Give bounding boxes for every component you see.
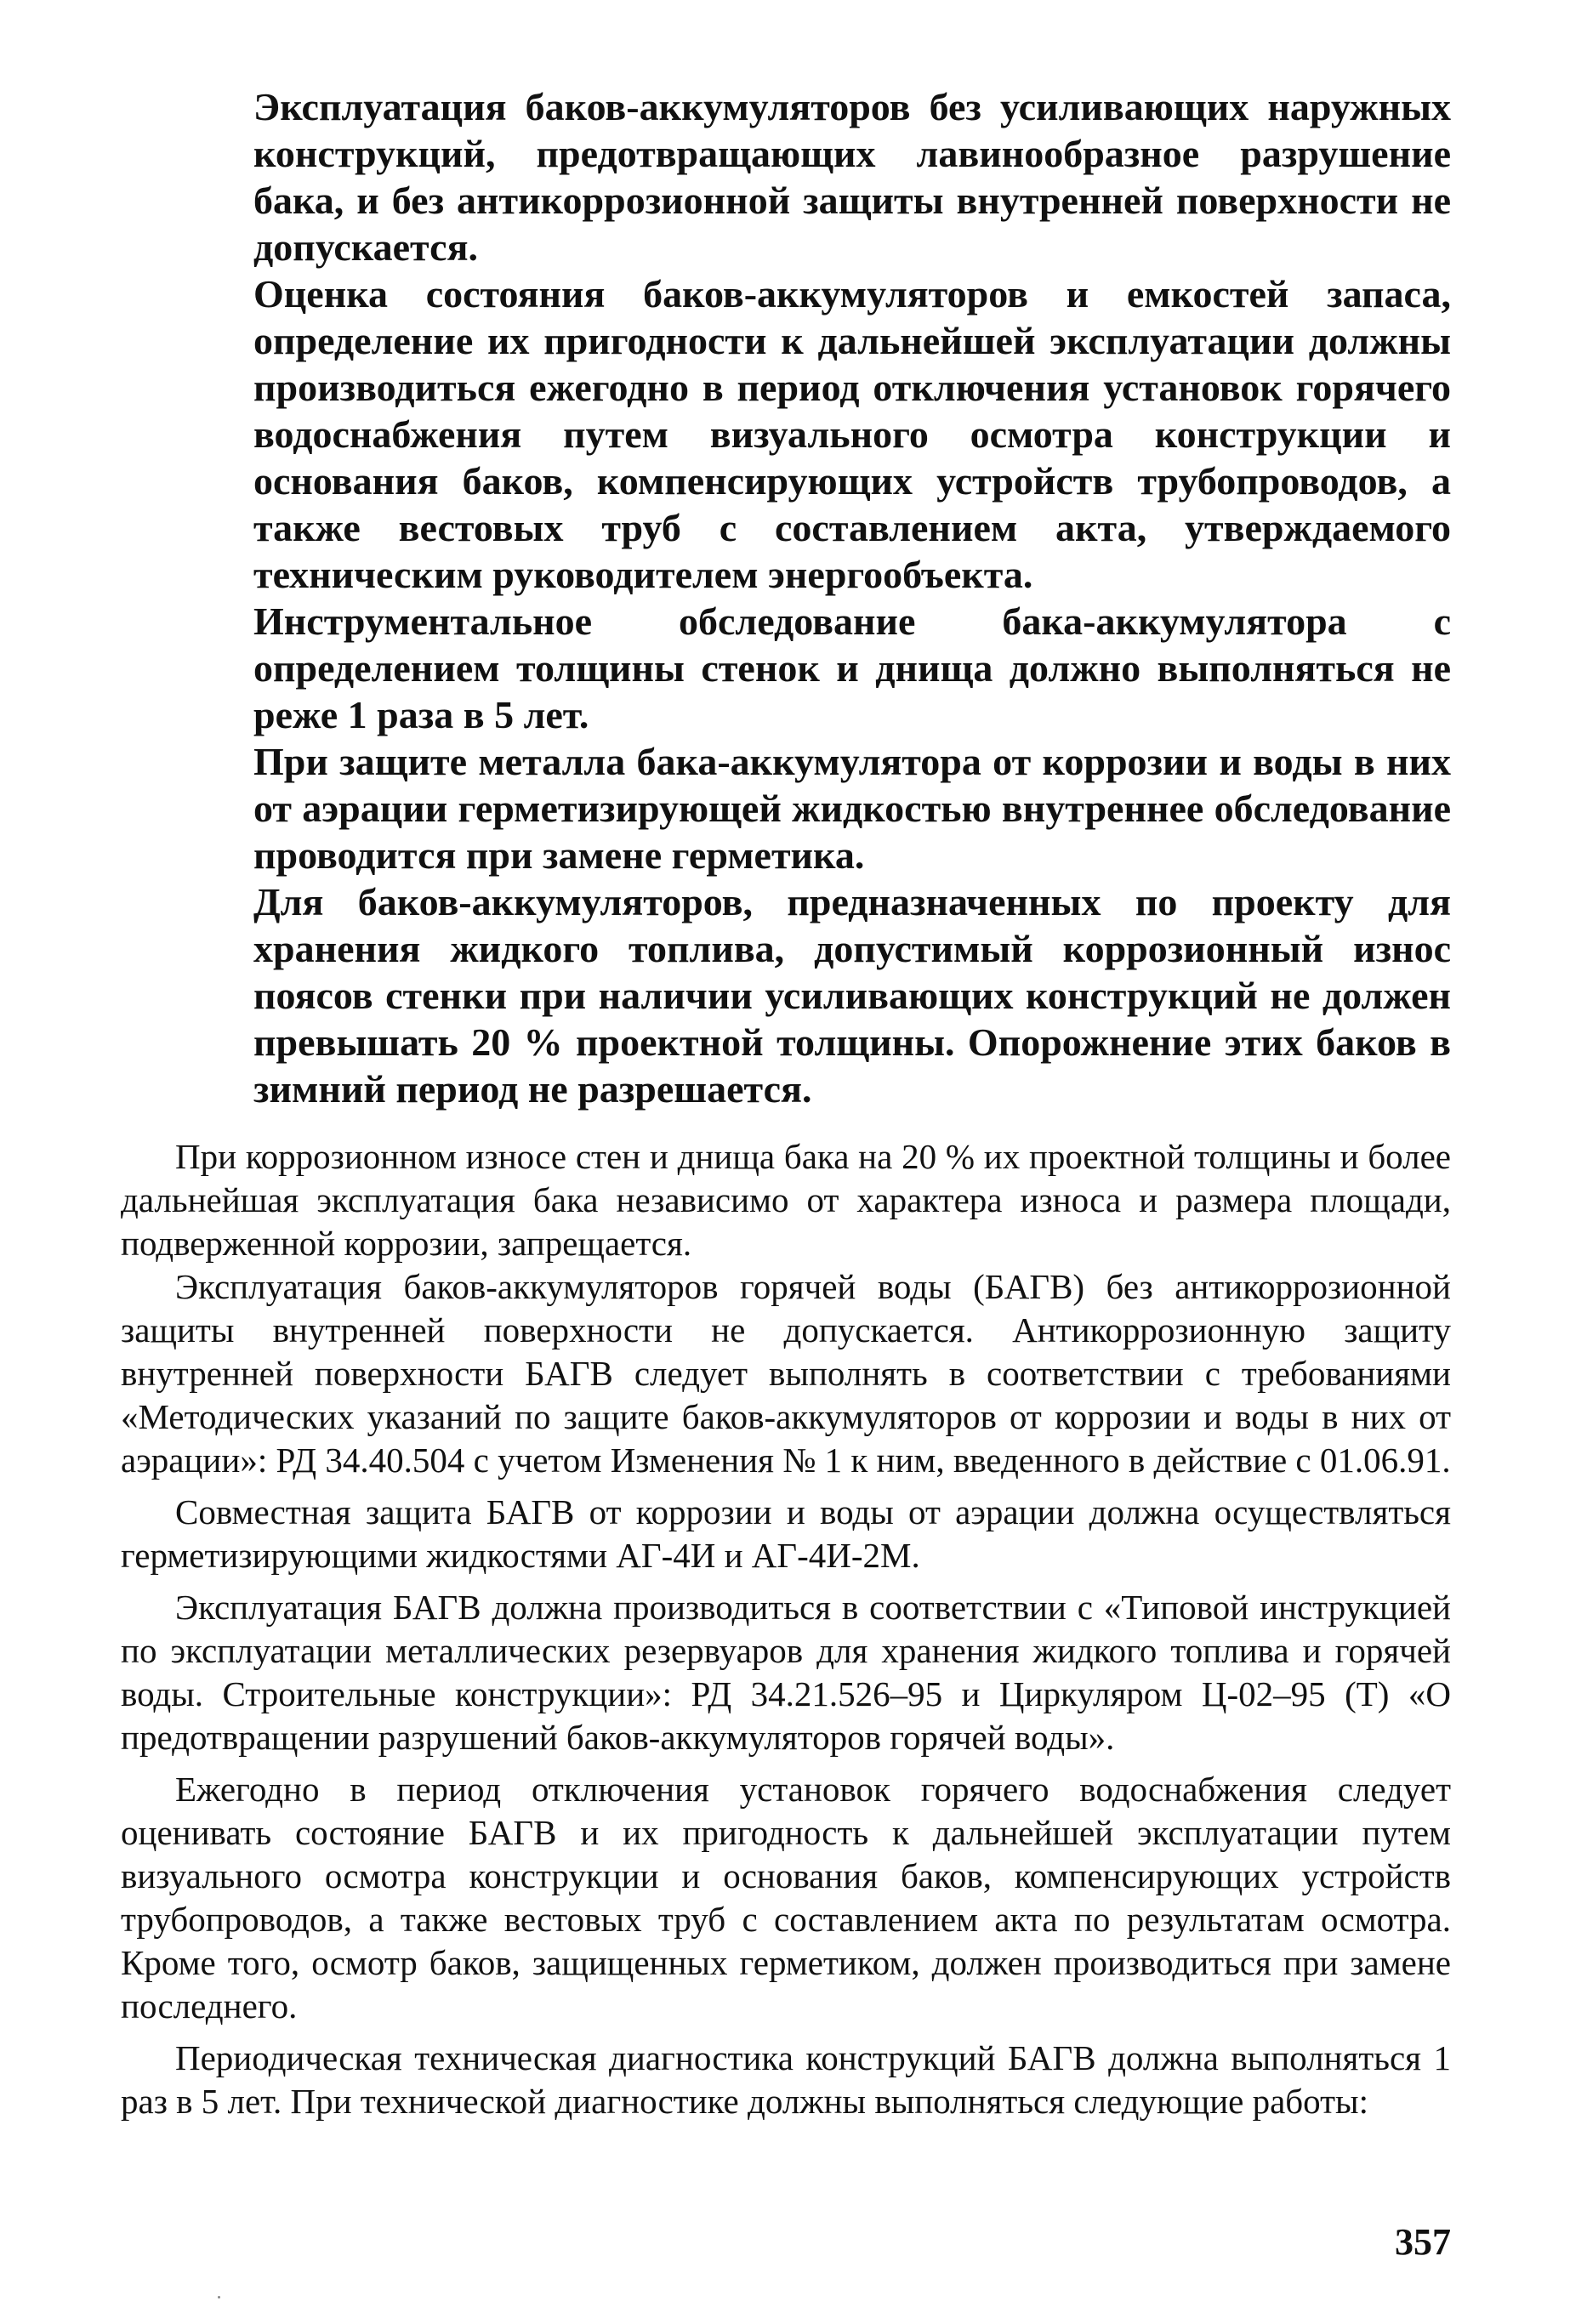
commentary-paragraph-4: Эксплуатация БАГВ должна производиться в соответствии с «Типовой инструкцией по эксплуатации металлических резервуаров для хранения жидкого топлива и горячей воды. Строительные конструкции»: РД 34.21.526–95 и Циркуляром Ц-02–95 (Т) «О предотвращении разрушений баков-аккумуляторов горячей воды». bbox=[121, 1588, 1451, 1757]
bold-paragraph-4: При защите металла бака-аккумулятора от коррозии и воды в них от аэрации герметизирующей жидкостью внутреннее обследование проводится при замене герметика. bbox=[253, 740, 1451, 877]
commentary-block bbox=[121, 1135, 1451, 2123]
scan-speck bbox=[218, 2296, 220, 2298]
commentary-paragraph-3: Совместная защита БАГВ от коррозии и воды от аэрации должна осуществляться герметизирующими жидкостями АГ-4И и АГ-4И-2М. bbox=[121, 1492, 1451, 1575]
commentary-paragraph-5: Ежегодно в период отключения установок горячего водоснабжения следует оценивать состояние БАГВ и их пригодность к дальнейшей эксплуатации путем визуального осмотра конструкции и основания баков, компенсирующих устройств трубопроводов, а также вестовых труб с составлением акта по результатам осмотра. Кроме того, осмотр баков, защищенных герметиком, должен производиться при замене последнего. bbox=[121, 1770, 1451, 2026]
bold-paragraph-5: Для баков-аккумуляторов, предназначенных по проекту для хранения жидкого топлива, допустимый коррозионный износ поясов стенки при наличии усиливающих конструкций не должен превышать 20 % проектной толщины. Опорожнение этих баков в зимний период не разрешается. bbox=[253, 880, 1451, 1111]
commentary-paragraph-2: Эксплуатация баков-аккумуляторов горячей воды (БАГВ) без антикоррозионной защиты внутренней поверхности не допускается. Антикоррозионную защиту внутренней поверхности БАГВ следует выполнять в соответствии с требованиями «Методических указаний по защите баков-аккумуляторов от коррозии и воды в них от аэрации»: РД 34.40.504 с учетом Изменения № 1 к ним, введенного в действие с 01.06.91. bbox=[121, 1267, 1451, 1480]
commentary-paragraph-6: Периодическая техническая диагностика конструкций БАГВ должна выполняться 1 раз в 5 лет. При технической диагностике должны выполняться следующие работы: bbox=[121, 2038, 1451, 2121]
bold-paragraph-3: Инструментальное обследование бака-аккумулятора с определением толщины стенок и днища должно выполняться не реже 1 раза в 5 лет. bbox=[253, 599, 1451, 736]
page-number: 357 bbox=[1395, 2221, 1451, 2263]
bold-paragraph-1: Эксплуатация баков-аккумуляторов без усиливающих наружных конструкций, предотвращающих лавинообразное разрушение бака, и без антикоррозионной защиты внутренней поверхности не допускается. bbox=[253, 85, 1451, 269]
bold-paragraph-2: Оценка состояния баков-аккумуляторов и емкостей запаса, определение их пригодности к дальнейшей эксплуатации должны производиться ежегодно в период отключения установок горячего водоснабжения путем визуального осмотра конструкции и основания баков, компенсирующих устройств трубопроводов, а также вестовых труб с составлением акта, утверждаемого техническим руководителем энергообъекта. bbox=[253, 272, 1451, 596]
bold-rules-block bbox=[253, 83, 1451, 1112]
commentary-paragraph-1: При коррозионном износе стен и днища бака на 20 % их проектной толщины и более дальнейшая эксплуатация бака независимо от характера износа и размера площади, подверженной коррозии, запрещается. bbox=[121, 1137, 1451, 1263]
